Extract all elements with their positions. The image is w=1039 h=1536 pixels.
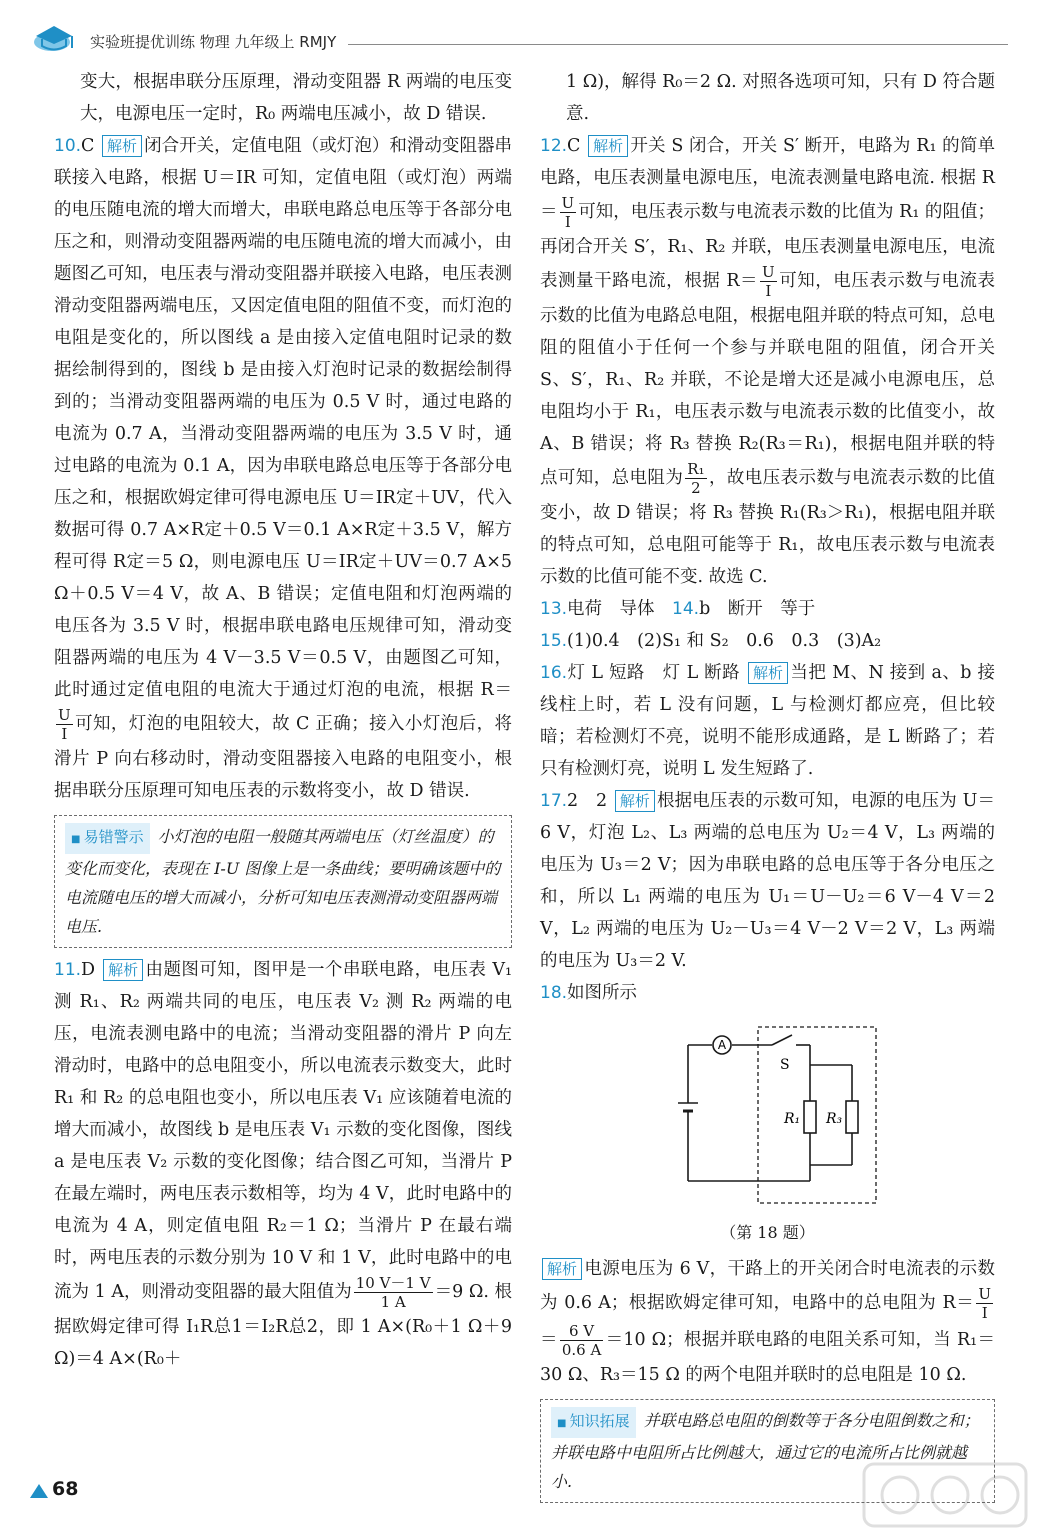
- analysis-text: 当把 M、N 接到 a、b 接线柱上时，若 L 没有问题，L 与检测灯都应亮，但比较暗；若检测灯不亮，说明不能形成通路，是 L 断路了；若只有检测灯亮，说明 L 发生短路了.: [540, 663, 995, 779]
- tip-text: 并联电路总电阻的倒数等于各分电阻倒数之和；并联电路中电阻所占比例越大，通过它的电流所占比例就越小.: [551, 1411, 980, 1491]
- fraction-denominator: 1 A: [380, 1293, 406, 1311]
- fraction-denominator: I: [765, 282, 772, 300]
- answer-text: b 断开 等于: [699, 599, 816, 619]
- answer-13-14: [540, 593, 995, 625]
- figure-caption: （第 18 题）: [720, 1223, 815, 1242]
- fraction-denominator: 2: [691, 479, 701, 497]
- fraction-u-over-i: [56, 706, 73, 743]
- page-number-text: 68: [52, 1478, 79, 1500]
- graduation-cap-icon: [30, 22, 78, 56]
- fraction-6v-over-0.6a: [560, 1322, 603, 1359]
- answer-18: [540, 977, 995, 1009]
- continued-paragraph: 1 Ω)，解得 R₀＝2 Ω. 对照各选项可知，只有 D 符合题意.: [566, 72, 995, 124]
- left-column: [54, 66, 512, 1375]
- answer-text: 2 2: [567, 791, 608, 811]
- resistor-r3-label: R₃: [826, 1111, 843, 1127]
- answer-18-analysis: [540, 1253, 995, 1391]
- analysis-tag: 解析: [103, 959, 143, 981]
- answer-choice: C: [567, 136, 581, 156]
- question-number: 15.: [540, 631, 568, 651]
- answer-16: [540, 657, 995, 785]
- analysis-tag: 解析: [542, 1258, 582, 1280]
- answer-17: [540, 785, 995, 977]
- fraction-u-over-i: [760, 263, 777, 300]
- page-header: [30, 22, 1010, 52]
- analysis-text: 可知，电压表示数与电流表示数的比值为电路总电阻，根据电阻并联的特点可知，总电阻的阻值小于任何一个参与并联电阻的阻值，闭合开关 S、S′，R₁、R₂ 并联，不论是增大还是减小电源电压，总电阻均小于 R₁，电压表示数与电流表示数的比值变小，故 A、B 错误；将 R₃ 替换 R₂(R₃＝R₁)，根据电阻并联的特点可知，总电阻为: [540, 271, 995, 488]
- fraction-numerator: U: [978, 1285, 991, 1303]
- question-number: 16.: [540, 663, 568, 683]
- fraction-u-over-i: [560, 194, 577, 231]
- fraction-numerator: R₁: [687, 460, 705, 478]
- question-number: 12.: [540, 136, 568, 156]
- answer-15: [540, 625, 995, 657]
- fraction-numerator: 6 V: [560, 1322, 603, 1341]
- header-rule: [348, 44, 1008, 45]
- analysis-text: 可知，电压表示数与电流表示数的比值为 R₁ 的阻值；再闭合开关 S′，R₁、R₂ 并联，电压表测量电源电压，电流表测量干路电流，根据 R＝: [540, 202, 995, 291]
- tip-label: ■ 知识拓展: [551, 1407, 636, 1438]
- analysis-text: 电源电压为 6 V，干路上的开关闭合时电流表的示数为 0.6 A；根据欧姆定律可知，电路中的总电阻为 R＝: [540, 1259, 995, 1313]
- fraction-numerator: U: [762, 263, 775, 281]
- watermark-logo-icon: [860, 1460, 1030, 1530]
- analysis-text: 根据电压表的示数可知，电源的电压为 U＝6 V，灯泡 L₂、L₃ 两端的总电压为 U₂＝4 V，L₃ 两端的电压为 U₃＝2 V；因为串联电路的总电压等于各分电压之和，所以 L₁ 两端的电压为 U₁＝U－U₂＝6 V－4 V＝2 V，L₂ 两端的电压为 U₂－U₃＝4 V－2 V＝2 V，L₃ 两端的电压为 U₃＝2 V.: [540, 791, 995, 971]
- analysis-text: 闭合开关，定值电阻（或灯泡）和滑动变阻器串联接入电路，根据 U＝IR 可知，定值电阻（或灯泡）两端的电压随电流的增大而增大，串联电路总电压等于各部分电压之和，则滑动变阻器两端的电压随电流的增大而减小，由题图乙可知，电压表与滑动变阻器并联接入电路，电压表测滑动变阻器两端电压，又因定值电阻的阻值不变，而灯泡的电阻是变化的，所以图线 a 是由接入定值电阻时记录的数据绘制得到的，图线 b 是由接入灯泡时记录的数据绘制得到的；当滑动变阻器两端的电压为 0.5 V 时，通过电路的电流为 0.7 A，当滑动变阻器两端的电压为 3.5 V 时，通过电路的电流为 0.1 A，因为串联电路总电压等于各部分电压之和，根据欧姆定律可得电源电压 U＝IR定＋UV，代入数据可得 0.7 A×R定＋0.5 V＝0.1 A×R定＋3.5 V，解方程可得 R定＝5 Ω，则电源电压 U＝IR定＋UV＝0.7 A×5 Ω＋0.5 V＝4 V，故 A、B 错误；定值电阻和灯泡两端的电压各为 3.5 V 时，根据串联电路电压规律可知，滑动变阻器两端的电压为 4 V－3.5 V＝0.5 V，由题图乙可知，此时通过定值电阻的电流大于通过灯泡的电流，根据 R＝: [54, 136, 512, 700]
- analysis-text: 可知，灯泡的电阻较大，故 C 正确；接入小灯泡后，将滑片 P 向右移动时，滑动变阻器接入电路的电阻变小，根据串联分压原理可知电压表的示数将变小，故 D 错误.: [54, 714, 512, 801]
- tip-label: ■ 易错警示: [65, 823, 150, 854]
- continued-paragraph: 变大，根据串联分压原理，滑动变阻器 R 两端的电压变大，电源电压一定时，R₀ 两端电压减小，故 D 错误.: [80, 72, 512, 124]
- analysis-tag: 解析: [748, 662, 788, 684]
- analysis-text: ＝9 Ω. 根据欧姆定律可得 I₁R总1＝I₂R总2，即 1 A×(R₀＋1 Ω＋9 Ω)＝4 A×(R₀＋: [54, 1282, 512, 1369]
- analysis-tag: 解析: [615, 790, 655, 812]
- answer-text: 灯 L 短路 灯 L 断路: [567, 663, 740, 683]
- question-number: 10.: [54, 136, 82, 156]
- fraction-numerator: 10 V－1 V: [355, 1274, 431, 1292]
- right-column: [540, 66, 995, 1509]
- fraction-denominator: I: [61, 725, 68, 743]
- answer-choice: C: [81, 136, 95, 156]
- fraction-r1-over-2: [685, 460, 706, 497]
- analysis-text: ，故电压表示数与电流表示数的比值变小，故 D 错误；将 R₃ 替换 R₁(R₃＞R₁)，根据电阻并联的特点可知，总电阻可能等于 R₁，故电压表示数与电流表示数的比值可能不变. 故选 C.: [540, 468, 996, 587]
- circuit-figure: [540, 1015, 995, 1215]
- question-number: 17.: [540, 791, 568, 811]
- resistor-r1-label: R₁: [784, 1111, 801, 1127]
- question-number: 11.: [54, 960, 82, 980]
- analysis-text: 开关 S 闭合，开关 S′ 断开，电路为 R₁ 的简单电路，电压表测量电源电压，电流表测量电路电流. 根据 R＝: [540, 136, 995, 222]
- answer-choice: D: [81, 960, 96, 980]
- fraction-numerator: U: [58, 706, 71, 724]
- answer-text: (1)0.4 (2)S₁ 和 S₂ 0.6 0.3 (3)A₂: [567, 631, 882, 651]
- fraction-u-over-i: [976, 1285, 993, 1322]
- fraction-denominator: 0.6 A: [561, 1341, 602, 1359]
- fraction-numerator: U: [561, 194, 575, 212]
- analysis-text: ＝10 Ω；根据并联电路的电阻关系可知，当 R₁＝30 Ω、R₃＝15 Ω 的两个电阻并联时的总电阻是 10 Ω.: [540, 1330, 996, 1385]
- answer-12: [540, 130, 995, 593]
- tip-text: 小灯泡的电阻一般随其两端电压（灯丝温度）的变化而变化，表现在 I-U 图像上是一条曲线；要明确该题中的电流随电压的增大而减小，分析可知电压表测滑动变阻器两端电压.: [65, 827, 501, 936]
- fraction-voltage-over-current: [354, 1274, 433, 1311]
- answer-11: [54, 954, 512, 1375]
- analysis-text: 由题图可知，图甲是一个串联电路，电压表 V₁ 测 R₁、R₂ 两端共同的电压，电压表 V₂ 测 R₂ 两端的电压，电流表测电路中的电流；当滑动变阻器的滑片 P 向左滑动时，电路中的总电阻变小，所以电流表示数变大，此时 R₁ 和 R₂ 的总电阻也变小，所以电压表 V₁ 应该随着电流的增大而减小，故图线 b 是电压表 V₁ 示数的变化图像，图线 a 是电压表 V₂ 示数的变化图像；结合图乙可知，当滑片 P 在最左端时，两电压表示数相等，均为 4 V，此时电路中的电流为 4 A，则定值电阻 R₂＝1 Ω；当滑片 P 在最右端时，两电压表的示数分别为 10 V 和 1 V，此时电路中的电流为 1 A，则滑动变阻器的最大阻值为: [54, 960, 512, 1302]
- fraction-denominator: I: [981, 1304, 988, 1322]
- answer-text: 电荷 导体: [567, 599, 655, 619]
- question-number: 13.: [540, 599, 568, 619]
- circuit-diagram: [540, 1015, 995, 1215]
- up-arrow-icon: [30, 1484, 48, 1498]
- analysis-tag: 解析: [102, 135, 142, 157]
- ammeter-label: A: [717, 1038, 727, 1052]
- answer-text: 如图所示: [567, 983, 638, 1003]
- answer-10: [54, 130, 512, 807]
- question-number: 18.: [540, 983, 568, 1003]
- header-title: 实验班提优训练 物理 九年级上 RMJY: [90, 33, 337, 51]
- question-number: 14.: [672, 599, 700, 619]
- tip-box-error-warning: [54, 815, 512, 948]
- analysis-tag: 解析: [588, 135, 628, 157]
- page-number: [30, 1478, 82, 1518]
- equals-sign: ＝: [540, 1330, 558, 1350]
- fraction-denominator: I: [564, 213, 571, 231]
- switch-label: S: [780, 1057, 790, 1073]
